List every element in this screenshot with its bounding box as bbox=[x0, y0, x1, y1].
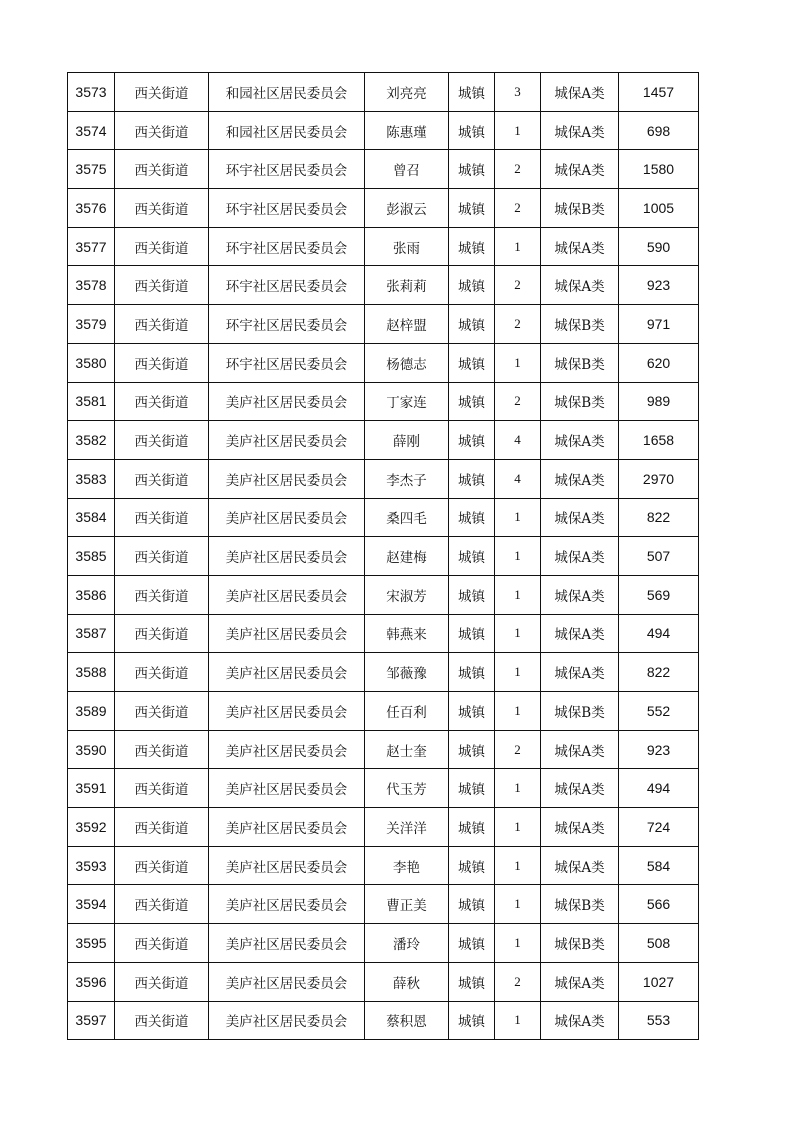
count-cell: 2 bbox=[495, 266, 541, 305]
name-cell: 宋淑芳 bbox=[365, 575, 449, 614]
id-cell: 3574 bbox=[68, 111, 115, 150]
amount-cell: 620 bbox=[619, 343, 699, 382]
amount-cell: 971 bbox=[619, 305, 699, 344]
count-cell: 1 bbox=[495, 769, 541, 808]
category-cell: 城保A类 bbox=[541, 111, 619, 150]
street-cell: 西关街道 bbox=[115, 498, 209, 537]
area-cell: 城镇 bbox=[449, 808, 495, 847]
street-cell: 西关街道 bbox=[115, 266, 209, 305]
name-cell: 曾召 bbox=[365, 150, 449, 189]
community-cell: 和园社区居民委员会 bbox=[209, 111, 365, 150]
count-cell: 1 bbox=[495, 885, 541, 924]
community-cell: 美庐社区居民委员会 bbox=[209, 730, 365, 769]
count-cell: 1 bbox=[495, 808, 541, 847]
community-cell: 美庐社区居民委员会 bbox=[209, 924, 365, 963]
table-row bbox=[68, 537, 699, 576]
amount-cell: 1027 bbox=[619, 962, 699, 1001]
name-cell: 薛秋 bbox=[365, 962, 449, 1001]
count-cell: 1 bbox=[495, 537, 541, 576]
table-row bbox=[68, 189, 699, 228]
street-cell: 西关街道 bbox=[115, 730, 209, 769]
count-cell: 1 bbox=[495, 614, 541, 653]
amount-cell: 552 bbox=[619, 692, 699, 731]
name-cell: 关洋洋 bbox=[365, 808, 449, 847]
id-cell: 3581 bbox=[68, 382, 115, 421]
table-row bbox=[68, 266, 699, 305]
area-cell: 城镇 bbox=[449, 227, 495, 266]
count-cell: 2 bbox=[495, 305, 541, 344]
area-cell: 城镇 bbox=[449, 459, 495, 498]
street-cell: 西关街道 bbox=[115, 692, 209, 731]
category-cell: 城保A类 bbox=[541, 498, 619, 537]
street-cell: 西关街道 bbox=[115, 885, 209, 924]
id-cell: 3585 bbox=[68, 537, 115, 576]
street-cell: 西关街道 bbox=[115, 769, 209, 808]
id-cell: 3584 bbox=[68, 498, 115, 537]
table-row bbox=[68, 111, 699, 150]
amount-cell: 507 bbox=[619, 537, 699, 576]
community-cell: 和园社区居民委员会 bbox=[209, 73, 365, 112]
count-cell: 1 bbox=[495, 1001, 541, 1040]
area-cell: 城镇 bbox=[449, 150, 495, 189]
community-cell: 美庐社区居民委员会 bbox=[209, 692, 365, 731]
area-cell: 城镇 bbox=[449, 421, 495, 460]
name-cell: 陈惠瑾 bbox=[365, 111, 449, 150]
name-cell: 韩燕来 bbox=[365, 614, 449, 653]
name-cell: 蔡积恩 bbox=[365, 1001, 449, 1040]
amount-cell: 698 bbox=[619, 111, 699, 150]
id-cell: 3577 bbox=[68, 227, 115, 266]
street-cell: 西关街道 bbox=[115, 73, 209, 112]
street-cell: 西关街道 bbox=[115, 653, 209, 692]
amount-cell: 494 bbox=[619, 614, 699, 653]
amount-cell: 724 bbox=[619, 808, 699, 847]
name-cell: 桑四毛 bbox=[365, 498, 449, 537]
street-cell: 西关街道 bbox=[115, 150, 209, 189]
name-cell: 赵梓盟 bbox=[365, 305, 449, 344]
community-cell: 美庐社区居民委员会 bbox=[209, 575, 365, 614]
id-cell: 3594 bbox=[68, 885, 115, 924]
amount-cell: 590 bbox=[619, 227, 699, 266]
area-cell: 城镇 bbox=[449, 924, 495, 963]
table-row bbox=[68, 459, 699, 498]
id-cell: 3593 bbox=[68, 846, 115, 885]
table-row bbox=[68, 769, 699, 808]
amount-cell: 2970 bbox=[619, 459, 699, 498]
table-row bbox=[68, 653, 699, 692]
id-cell: 3583 bbox=[68, 459, 115, 498]
amount-cell: 923 bbox=[619, 266, 699, 305]
table-body bbox=[68, 73, 699, 1040]
community-cell: 环宇社区居民委员会 bbox=[209, 150, 365, 189]
name-cell: 曹正美 bbox=[365, 885, 449, 924]
name-cell: 李杰子 bbox=[365, 459, 449, 498]
category-cell: 城保B类 bbox=[541, 382, 619, 421]
community-cell: 美庐社区居民委员会 bbox=[209, 498, 365, 537]
street-cell: 西关街道 bbox=[115, 421, 209, 460]
name-cell: 赵建梅 bbox=[365, 537, 449, 576]
street-cell: 西关街道 bbox=[115, 846, 209, 885]
category-cell: 城保A类 bbox=[541, 808, 619, 847]
count-cell: 1 bbox=[495, 498, 541, 537]
area-cell: 城镇 bbox=[449, 189, 495, 228]
amount-cell: 508 bbox=[619, 924, 699, 963]
amount-cell: 822 bbox=[619, 498, 699, 537]
id-cell: 3579 bbox=[68, 305, 115, 344]
table-row bbox=[68, 227, 699, 266]
area-cell: 城镇 bbox=[449, 653, 495, 692]
name-cell: 丁家连 bbox=[365, 382, 449, 421]
name-cell: 邹薇豫 bbox=[365, 653, 449, 692]
amount-cell: 566 bbox=[619, 885, 699, 924]
category-cell: 城保B类 bbox=[541, 924, 619, 963]
amount-cell: 494 bbox=[619, 769, 699, 808]
area-cell: 城镇 bbox=[449, 1001, 495, 1040]
table-row bbox=[68, 692, 699, 731]
area-cell: 城镇 bbox=[449, 111, 495, 150]
id-cell: 3597 bbox=[68, 1001, 115, 1040]
id-cell: 3575 bbox=[68, 150, 115, 189]
community-cell: 环宇社区居民委员会 bbox=[209, 227, 365, 266]
count-cell: 3 bbox=[495, 73, 541, 112]
street-cell: 西关街道 bbox=[115, 111, 209, 150]
community-cell: 美庐社区居民委员会 bbox=[209, 846, 365, 885]
amount-cell: 989 bbox=[619, 382, 699, 421]
id-cell: 3588 bbox=[68, 653, 115, 692]
community-cell: 环宇社区居民委员会 bbox=[209, 343, 365, 382]
count-cell: 4 bbox=[495, 421, 541, 460]
category-cell: 城保A类 bbox=[541, 421, 619, 460]
community-cell: 美庐社区居民委员会 bbox=[209, 885, 365, 924]
data-table bbox=[67, 72, 699, 1040]
id-cell: 3596 bbox=[68, 962, 115, 1001]
name-cell: 杨德志 bbox=[365, 343, 449, 382]
count-cell: 4 bbox=[495, 459, 541, 498]
street-cell: 西关街道 bbox=[115, 962, 209, 1001]
name-cell: 李艳 bbox=[365, 846, 449, 885]
table-row bbox=[68, 575, 699, 614]
area-cell: 城镇 bbox=[449, 692, 495, 731]
category-cell: 城保A类 bbox=[541, 73, 619, 112]
area-cell: 城镇 bbox=[449, 885, 495, 924]
category-cell: 城保A类 bbox=[541, 962, 619, 1001]
name-cell: 代玉芳 bbox=[365, 769, 449, 808]
table-row bbox=[68, 1001, 699, 1040]
community-cell: 美庐社区居民委员会 bbox=[209, 653, 365, 692]
category-cell: 城保A类 bbox=[541, 846, 619, 885]
category-cell: 城保A类 bbox=[541, 227, 619, 266]
community-cell: 环宇社区居民委员会 bbox=[209, 305, 365, 344]
name-cell: 张雨 bbox=[365, 227, 449, 266]
category-cell: 城保B类 bbox=[541, 885, 619, 924]
community-cell: 美庐社区居民委员会 bbox=[209, 614, 365, 653]
id-cell: 3573 bbox=[68, 73, 115, 112]
table-row bbox=[68, 305, 699, 344]
area-cell: 城镇 bbox=[449, 769, 495, 808]
count-cell: 2 bbox=[495, 962, 541, 1001]
category-cell: 城保A类 bbox=[541, 653, 619, 692]
count-cell: 1 bbox=[495, 924, 541, 963]
community-cell: 美庐社区居民委员会 bbox=[209, 1001, 365, 1040]
id-cell: 3589 bbox=[68, 692, 115, 731]
category-cell: 城保A类 bbox=[541, 575, 619, 614]
category-cell: 城保A类 bbox=[541, 1001, 619, 1040]
count-cell: 1 bbox=[495, 692, 541, 731]
area-cell: 城镇 bbox=[449, 537, 495, 576]
count-cell: 1 bbox=[495, 227, 541, 266]
amount-cell: 1005 bbox=[619, 189, 699, 228]
street-cell: 西关街道 bbox=[115, 575, 209, 614]
street-cell: 西关街道 bbox=[115, 924, 209, 963]
area-cell: 城镇 bbox=[449, 498, 495, 537]
table-row bbox=[68, 924, 699, 963]
name-cell: 潘玲 bbox=[365, 924, 449, 963]
street-cell: 西关街道 bbox=[115, 614, 209, 653]
amount-cell: 584 bbox=[619, 846, 699, 885]
area-cell: 城镇 bbox=[449, 614, 495, 653]
amount-cell: 553 bbox=[619, 1001, 699, 1040]
table-row bbox=[68, 962, 699, 1001]
count-cell: 2 bbox=[495, 382, 541, 421]
category-cell: 城保A类 bbox=[541, 150, 619, 189]
area-cell: 城镇 bbox=[449, 730, 495, 769]
category-cell: 城保A类 bbox=[541, 614, 619, 653]
name-cell: 张莉莉 bbox=[365, 266, 449, 305]
area-cell: 城镇 bbox=[449, 846, 495, 885]
community-cell: 美庐社区居民委员会 bbox=[209, 808, 365, 847]
street-cell: 西关街道 bbox=[115, 808, 209, 847]
street-cell: 西关街道 bbox=[115, 459, 209, 498]
table-row bbox=[68, 421, 699, 460]
table-row bbox=[68, 382, 699, 421]
id-cell: 3592 bbox=[68, 808, 115, 847]
id-cell: 3591 bbox=[68, 769, 115, 808]
area-cell: 城镇 bbox=[449, 343, 495, 382]
id-cell: 3576 bbox=[68, 189, 115, 228]
area-cell: 城镇 bbox=[449, 73, 495, 112]
count-cell: 1 bbox=[495, 846, 541, 885]
table-row bbox=[68, 885, 699, 924]
category-cell: 城保A类 bbox=[541, 266, 619, 305]
table-row bbox=[68, 808, 699, 847]
id-cell: 3586 bbox=[68, 575, 115, 614]
area-cell: 城镇 bbox=[449, 575, 495, 614]
table-row bbox=[68, 730, 699, 769]
community-cell: 环宇社区居民委员会 bbox=[209, 189, 365, 228]
community-cell: 美庐社区居民委员会 bbox=[209, 769, 365, 808]
amount-cell: 1658 bbox=[619, 421, 699, 460]
id-cell: 3595 bbox=[68, 924, 115, 963]
community-cell: 美庐社区居民委员会 bbox=[209, 537, 365, 576]
street-cell: 西关街道 bbox=[115, 382, 209, 421]
amount-cell: 1457 bbox=[619, 73, 699, 112]
count-cell: 1 bbox=[495, 575, 541, 614]
amount-cell: 569 bbox=[619, 575, 699, 614]
table-row bbox=[68, 343, 699, 382]
category-cell: 城保A类 bbox=[541, 730, 619, 769]
id-cell: 3587 bbox=[68, 614, 115, 653]
table-row bbox=[68, 150, 699, 189]
id-cell: 3590 bbox=[68, 730, 115, 769]
category-cell: 城保B类 bbox=[541, 189, 619, 228]
street-cell: 西关街道 bbox=[115, 189, 209, 228]
id-cell: 3578 bbox=[68, 266, 115, 305]
street-cell: 西关街道 bbox=[115, 305, 209, 344]
count-cell: 1 bbox=[495, 111, 541, 150]
count-cell: 1 bbox=[495, 653, 541, 692]
amount-cell: 923 bbox=[619, 730, 699, 769]
table-row bbox=[68, 73, 699, 112]
area-cell: 城镇 bbox=[449, 382, 495, 421]
amount-cell: 1580 bbox=[619, 150, 699, 189]
community-cell: 美庐社区居民委员会 bbox=[209, 382, 365, 421]
category-cell: 城保A类 bbox=[541, 537, 619, 576]
category-cell: 城保A类 bbox=[541, 769, 619, 808]
category-cell: 城保A类 bbox=[541, 459, 619, 498]
street-cell: 西关街道 bbox=[115, 343, 209, 382]
count-cell: 1 bbox=[495, 343, 541, 382]
id-cell: 3582 bbox=[68, 421, 115, 460]
area-cell: 城镇 bbox=[449, 305, 495, 344]
community-cell: 环宇社区居民委员会 bbox=[209, 266, 365, 305]
area-cell: 城镇 bbox=[449, 266, 495, 305]
street-cell: 西关街道 bbox=[115, 227, 209, 266]
street-cell: 西关街道 bbox=[115, 1001, 209, 1040]
count-cell: 2 bbox=[495, 189, 541, 228]
name-cell: 刘亮亮 bbox=[365, 73, 449, 112]
community-cell: 美庐社区居民委员会 bbox=[209, 459, 365, 498]
community-cell: 美庐社区居民委员会 bbox=[209, 962, 365, 1001]
amount-cell: 822 bbox=[619, 653, 699, 692]
count-cell: 2 bbox=[495, 150, 541, 189]
area-cell: 城镇 bbox=[449, 962, 495, 1001]
name-cell: 任百利 bbox=[365, 692, 449, 731]
count-cell: 2 bbox=[495, 730, 541, 769]
category-cell: 城保B类 bbox=[541, 305, 619, 344]
name-cell: 薛刚 bbox=[365, 421, 449, 460]
table-row bbox=[68, 498, 699, 537]
table-row bbox=[68, 846, 699, 885]
table-row bbox=[68, 614, 699, 653]
name-cell: 彭淑云 bbox=[365, 189, 449, 228]
community-cell: 美庐社区居民委员会 bbox=[209, 421, 365, 460]
category-cell: 城保B类 bbox=[541, 343, 619, 382]
category-cell: 城保B类 bbox=[541, 692, 619, 731]
street-cell: 西关街道 bbox=[115, 537, 209, 576]
id-cell: 3580 bbox=[68, 343, 115, 382]
name-cell: 赵士奎 bbox=[365, 730, 449, 769]
